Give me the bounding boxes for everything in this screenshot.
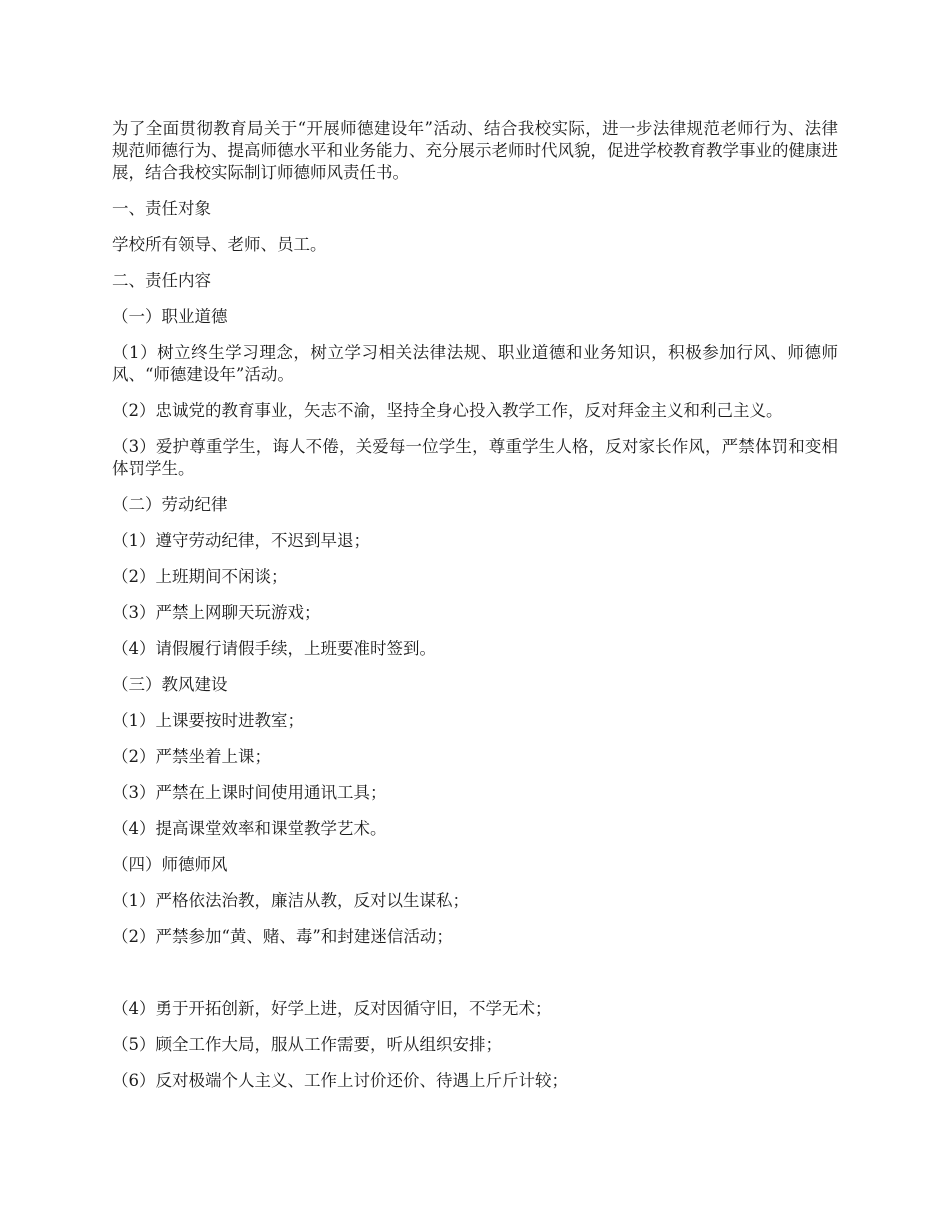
list-item: （6）反对极端个人主义、工作上讨价还价、待遇上斤斤计较； <box>112 1071 568 1090</box>
list-item: （1）上课要按时进教室； <box>112 711 304 730</box>
list-item: （2）严禁坐着上课； <box>112 747 271 766</box>
list-item: （4）提高课堂效率和课堂教学艺术。 <box>112 819 387 838</box>
list-item: （1）遵守劳动纪律，不迟到早退； <box>112 531 370 550</box>
subsection-heading-labor-discipline: （二）劳动纪律 <box>112 495 228 514</box>
document-page <box>112 118 838 1106</box>
section-heading-responsibility-content: 二、责任内容 <box>112 271 211 290</box>
list-item: （3）严禁在上课时间使用通讯工具； <box>112 783 387 802</box>
list-item: （2）忠诚党的教育事业，矢志不渝，坚持全身心投入教学工作，反对拜金主义和利己主义。 <box>112 401 783 420</box>
paragraph: 学校所有领导、老师、员工。 <box>112 235 327 254</box>
section-heading-responsibility-target: 一、责任对象 <box>112 199 211 218</box>
intro-paragraph: 为了全面贯彻教育局关于“开展师德建设年”活动、结合我校实际，进一步法律规范老师行为、法律规范师德行为、提高师德水平和业务能力、充分展示老师时代风貌，促进学校教育教学事业的健康进展，结合我校实际制订师德师风责任书。 <box>112 119 838 182</box>
list-item: （1）严格依法治教，廉洁从教，反对以生谋私； <box>112 891 469 910</box>
subsection-heading-teaching-style: （三）教风建设 <box>112 675 228 694</box>
list-item: （5）顾全工作大局，服从工作需要，听从组织安排； <box>112 1035 502 1054</box>
list-item: （4）请假履行请假手续，上班要准时签到。 <box>112 639 436 658</box>
list-item: （2）严禁参加“黄、赌、毒”和封建迷信活动； <box>112 927 453 946</box>
subsection-heading-professional-ethics: （一）职业道德 <box>112 307 228 326</box>
subsection-heading-teacher-ethics: （四）师德师风 <box>112 855 228 874</box>
blank-gap <box>112 962 838 998</box>
list-item: （3）爱护尊重学生，诲人不倦，关爱每一位学生，尊重学生人格，反对家长作风，严禁体罚和变相体罚学生。 <box>112 437 838 478</box>
list-item: （1）树立终生学习理念，树立学习相关法律法规、职业道德和业务知识，积极参加行风、师德师风、“师德建设年”活动。 <box>112 343 838 384</box>
list-item: （4）勇于开拓创新，好学上进，反对因循守旧，不学无术； <box>112 999 552 1018</box>
list-item: （3）严禁上网聊天玩游戏； <box>112 603 321 622</box>
list-item: （2）上班期间不闲谈； <box>112 567 288 586</box>
